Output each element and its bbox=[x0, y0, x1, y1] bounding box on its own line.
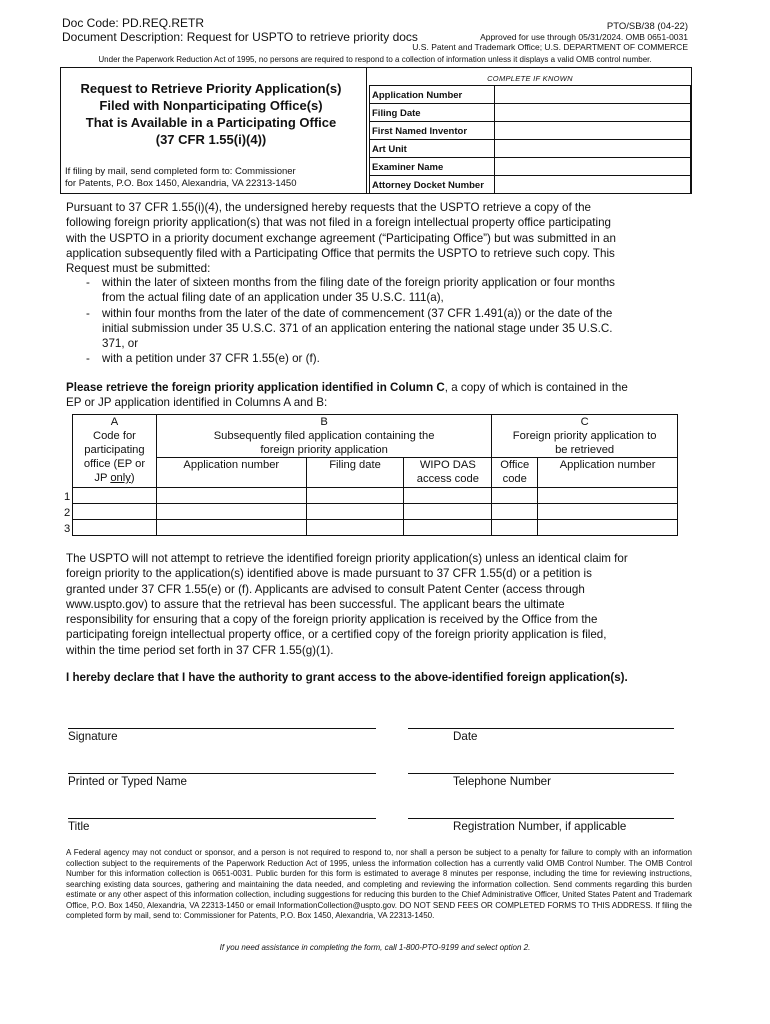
attorney-docket-number-field[interactable] bbox=[494, 176, 691, 193]
table-cell[interactable] bbox=[306, 520, 404, 536]
only-text: only bbox=[110, 472, 131, 484]
application-number-field[interactable] bbox=[494, 86, 691, 103]
intro-paragraph bbox=[66, 200, 696, 276]
mail-line-1: If filing by mail, send completed form to: Commissioner bbox=[65, 166, 296, 177]
telephone-line[interactable] bbox=[408, 773, 674, 774]
date-label: Date bbox=[453, 730, 478, 743]
form-number: PTO/SB/38 (04-22) bbox=[606, 21, 688, 32]
disclaimer-line: foreign priority to the application(s) identified above is made pursuant to 37 CFR 1.55(d) or a petition is bbox=[66, 567, 592, 581]
retrieve-instruction bbox=[66, 380, 696, 411]
authority-declaration: I hereby declare that I have the authority to grant access to the above-identified foreign application(s). bbox=[66, 671, 628, 684]
table-cell[interactable] bbox=[538, 488, 678, 504]
table-cell[interactable] bbox=[492, 488, 538, 504]
table-cell[interactable] bbox=[73, 504, 157, 520]
table-cell[interactable] bbox=[156, 520, 306, 536]
art-unit-row bbox=[369, 140, 691, 158]
table-cell[interactable] bbox=[404, 504, 492, 520]
intro-line: following foreign priority application(s) that was not filed in a foreign intellectual property office participating bbox=[66, 216, 611, 230]
bullet-line: 371, or bbox=[102, 337, 139, 351]
date-line[interactable] bbox=[408, 728, 674, 729]
examiner-name-row bbox=[369, 158, 691, 176]
disclaimer-line: The USPTO will not attempt to retrieve the identified foreign priority application(s) unless an identical claim for bbox=[66, 552, 628, 565]
title-line-3: That is Available in a Participating Office bbox=[85, 115, 337, 130]
table-cell[interactable] bbox=[492, 520, 538, 536]
title-line[interactable] bbox=[68, 818, 376, 819]
table-row bbox=[73, 488, 678, 504]
title-line-1: Request to Retrieve Priority Application(s) bbox=[80, 81, 342, 96]
doc-description: Document Description: Request for USPTO to retrieve priority docs bbox=[62, 30, 418, 44]
c-application-number-header: Application number bbox=[538, 458, 678, 488]
column-c-header: C bbox=[492, 415, 678, 430]
priority-application-table bbox=[72, 414, 678, 536]
retrieval-disclaimer bbox=[66, 551, 692, 658]
signature-label: Signature bbox=[68, 730, 118, 743]
disclaimer-line: responsibility for ensuring that a copy of the foreign priority application is received by the Office from the bbox=[66, 613, 598, 627]
foreign-priority-header bbox=[492, 429, 678, 458]
attorney-docket-number-row bbox=[369, 176, 691, 194]
form-info bbox=[412, 22, 688, 52]
agency-name: U.S. Patent and Trademark Office; U.S. DEPARTMENT OF COMMERCE bbox=[412, 42, 688, 52]
disclaimer-line: www.uspto.gov) to assure that the retrieval has been successful. The applicant bears the ultimate bbox=[66, 597, 565, 611]
retrieve-line-2: EP or JP application identified in Columns A and B: bbox=[66, 396, 328, 410]
title-label: Title bbox=[68, 820, 90, 833]
row-number: 1 bbox=[64, 491, 71, 503]
table-cell[interactable] bbox=[73, 488, 157, 504]
disclaimer-line: participating foreign intellectual property office, or a certified copy of the foreign priority application is filed, bbox=[66, 628, 607, 642]
bullet-line: initial submission under 35 U.S.C. 371 of an application entering the national stage under 35 U.S.C. bbox=[102, 321, 613, 335]
application-number-row bbox=[369, 86, 691, 104]
examiner-name-label: Examiner Name bbox=[372, 162, 444, 173]
printed-name-line[interactable] bbox=[68, 773, 376, 774]
disclaimer-line: within the time period set forth in 37 CFR 1.55(g)(1). bbox=[66, 643, 334, 657]
b-filing-date-header: Filing date bbox=[306, 458, 404, 488]
table-cell[interactable] bbox=[492, 504, 538, 520]
disclaimer-line: granted under 37 CFR 1.55(e) or (f). Applicants are advised to consult Patent Center (access through bbox=[66, 582, 585, 596]
table-cell[interactable] bbox=[156, 504, 306, 520]
intro-line: with the USPTO in a priority document exchange agreement (“Participating Office”) but was submitted in an bbox=[66, 231, 616, 245]
intro-line: application subsequently filed with a Participating Office that permits the USPTO to retrieve such copy. This bbox=[66, 246, 615, 260]
intro-line: Pursuant to 37 CFR 1.55(i)(4), the undersigned hereby requests that the USPTO retrieve a copy of the bbox=[66, 201, 592, 214]
complete-if-known-heading: COMPLETE IF KNOWN bbox=[369, 74, 691, 86]
wipo-das-header-line: access code bbox=[416, 473, 479, 485]
table-cell[interactable] bbox=[73, 520, 157, 536]
bullet-line: within four months from the later of the date of commencement (37 CFR 1.491(a)) or the date of the bbox=[102, 306, 613, 320]
doc-code: Doc Code: PD.REQ.RETR bbox=[62, 16, 205, 30]
subsequent-application-header-line: foreign priority application bbox=[260, 444, 388, 456]
column-b-header: B bbox=[156, 415, 491, 430]
bullet-line: from the actual filing date of an application under 35 U.S.C. 111(a), bbox=[102, 291, 444, 305]
bullet-dash: - bbox=[86, 352, 90, 366]
table-cell[interactable] bbox=[306, 488, 404, 504]
office-code-header-line: office (EP or bbox=[83, 458, 146, 470]
c-office-code-header-line: Office bbox=[500, 459, 530, 471]
signature-line[interactable] bbox=[68, 728, 376, 729]
title-line-2: Filed with Nonparticipating Office(s) bbox=[99, 98, 323, 113]
registration-number-line[interactable] bbox=[408, 818, 674, 819]
first-named-inventor-label: First Named Inventor bbox=[372, 126, 468, 137]
retrieve-bold-text: Please retrieve the foreign priority application identified in Column C bbox=[66, 381, 445, 394]
table-cell[interactable] bbox=[306, 504, 404, 520]
burden-statement: A Federal agency may not conduct or sponsor, and a person is not required to respond to, nor shall a person be subject to a penalty for failure to comply with an information collection subject to the requirements of the Paperwork Reduction Act of 1995, unless the information collection has a currently valid OMB Control Number. The OMB Control Number for this information collection is 0651-0031. Public burden for this form is estimated to average 8 minutes per response, including the time for reviewing instructions, searching existing data sources, gathering and maintaining the data needed, and completing and reviewing the information collection. Send comments regarding this burden estimate or any other aspect of this information collection, including suggestions for reducing this burden to the Chief Administrative Officer, United States Patent and Trademark Office, P.O. Box 1450, Alexandria, VA 22313-1450 or email InformationCollection@uspto.gov. DO NOT SEND FEES OR COMPLETED FORMS TO THIS ADDRESS. If filing the completed form by mail, send to: Commissioner for Patents, P.O. Box 1450, Alexandria, VA 22313-1450. bbox=[66, 848, 692, 920]
wipo-das-header-line: WIPO DAS bbox=[419, 459, 476, 471]
c-office-code-header bbox=[492, 458, 538, 488]
subsequent-application-header-line: Subsequently filed application containing the bbox=[213, 430, 435, 442]
office-code-header-line: Code for bbox=[93, 430, 136, 442]
form-title bbox=[61, 80, 361, 148]
bullet-line: within the later of sixteen months from the filing date of the foreign priority application or four months bbox=[102, 276, 615, 289]
bullet-dash: - bbox=[86, 306, 90, 320]
filing-date-field[interactable] bbox=[494, 104, 691, 121]
office-code-header-line: participating bbox=[84, 444, 145, 456]
close-paren: ) bbox=[130, 472, 135, 484]
row-number: 2 bbox=[64, 507, 71, 519]
title-line-4: (37 CFR 1.55(i)(4)) bbox=[155, 132, 267, 147]
paperwork-notice: Under the Paperwork Reduction Act of 1995, no persons are required to respond to a collection of information unless it displays a valid OMB control number. bbox=[98, 55, 652, 64]
application-number-label: Application Number bbox=[372, 90, 463, 101]
art-unit-label: Art Unit bbox=[372, 144, 407, 155]
attorney-docket-number-label: Attorney Docket Number bbox=[372, 180, 484, 191]
omb-approval: Approved for use through 05/31/2024. OMB 0651-0031 bbox=[480, 32, 688, 42]
foreign-priority-header-line: Foreign priority application to bbox=[512, 430, 657, 442]
assistance-note: If you need assistance in completing the form, call 1-800-PTO-9199 and select option 2. bbox=[219, 943, 531, 952]
table-cell[interactable] bbox=[404, 520, 492, 536]
row-number: 3 bbox=[64, 523, 71, 535]
printed-name-label: Printed or Typed Name bbox=[68, 775, 188, 788]
first-named-inventor-field[interactable] bbox=[494, 122, 691, 139]
filing-date-row bbox=[369, 104, 691, 122]
retrieve-rest-text: , a copy of which is contained in the bbox=[444, 381, 628, 394]
form-title-box bbox=[61, 68, 367, 193]
table-cell[interactable] bbox=[404, 488, 492, 504]
column-a-header: A bbox=[73, 415, 157, 430]
table-cell[interactable] bbox=[538, 504, 678, 520]
foreign-priority-header-line: be retrieved bbox=[555, 444, 615, 456]
office-code-header-line bbox=[75, 471, 154, 485]
table-row bbox=[73, 520, 678, 536]
b-application-number-header: Application number bbox=[156, 458, 306, 488]
c-office-code-header-line: code bbox=[502, 473, 527, 485]
bullet-dash: - bbox=[86, 276, 90, 289]
registration-number-label: Registration Number, if applicable bbox=[453, 820, 627, 833]
filing-date-label: Filing Date bbox=[372, 108, 421, 119]
mail-instructions bbox=[65, 166, 365, 190]
art-unit-field[interactable] bbox=[494, 140, 691, 157]
table-cell[interactable] bbox=[156, 488, 306, 504]
list-item bbox=[86, 306, 676, 352]
table-cell[interactable] bbox=[538, 520, 678, 536]
title-and-info-box bbox=[60, 67, 692, 194]
list-item bbox=[86, 275, 676, 306]
bullet-line: with a petition under 37 CFR 1.55(e) or (f). bbox=[102, 352, 320, 366]
intro-line: Request must be submitted: bbox=[66, 262, 211, 276]
examiner-name-field[interactable] bbox=[494, 158, 691, 175]
list-item bbox=[86, 351, 676, 366]
office-code-header bbox=[73, 429, 157, 488]
mail-line-2: for Patents, P.O. Box 1450, Alexandria, VA 22313-1450 bbox=[65, 178, 297, 189]
first-named-inventor-row bbox=[369, 122, 691, 140]
timing-requirements-list bbox=[86, 275, 676, 367]
jp-text: JP bbox=[94, 472, 111, 484]
telephone-label: Telephone Number bbox=[453, 775, 551, 788]
wipo-das-header bbox=[404, 458, 492, 488]
subsequent-application-header bbox=[156, 429, 491, 458]
table-row bbox=[73, 504, 678, 520]
document-header bbox=[62, 16, 418, 44]
